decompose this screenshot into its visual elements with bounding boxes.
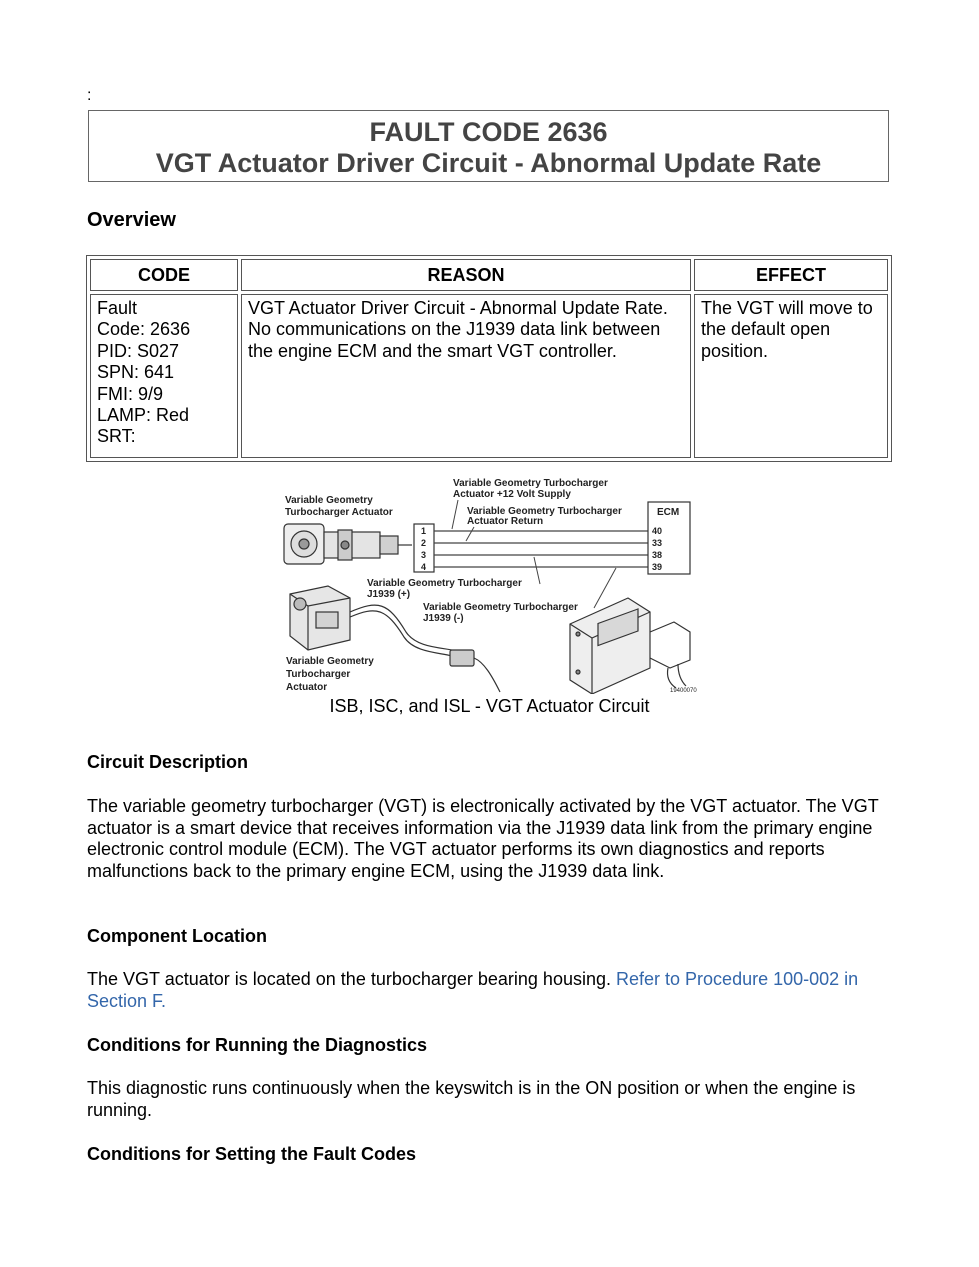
return-label-2: Actuator Return — [467, 516, 544, 527]
component-location-text: The VGT actuator is located on the turbocharger bearing housing. — [87, 969, 611, 989]
pin-left: 2 — [421, 538, 427, 548]
return-label-1: Variable Geometry Turbocharger — [467, 506, 622, 517]
j1939-minus-label-1: Variable Geometry Turbocharger — [423, 602, 578, 613]
conditions-setting-heading: Conditions for Setting the Fault Codes — [87, 1144, 416, 1164]
actuator-bottom-label-2: Turbocharger — [286, 669, 351, 680]
actuator-bottom-label-1: Variable Geometry — [286, 656, 374, 667]
j1939-minus-label-2: J1939 (-) — [423, 613, 464, 624]
pin-right: 38 — [652, 550, 663, 560]
code-line: Code: 2636 — [97, 319, 191, 340]
code-line: SRT: — [97, 426, 136, 447]
actuator-top-label-1: Variable Geometry — [285, 495, 373, 506]
code-line: SPN: 641 — [97, 362, 175, 383]
fault-overview-table — [86, 255, 892, 462]
fault-code-title: FAULT CODE 2636 — [369, 117, 608, 147]
code-line: FMI: 9/9 — [97, 383, 164, 404]
vgt-circuit-diagram — [278, 472, 698, 694]
circuit-description-text: The variable geometry turbocharger (VGT) is electronically activated by the VGT actuator. The VGT actuator is a smart device that receives information via the J1939 data link from the primary engine electronic control module (ECM). The VGT actuator performs its own diagnostics and reports malfunctions back to the primary engine ECM, using the J1939 data link. — [87, 796, 879, 881]
pin-left: 1 — [421, 526, 427, 536]
code-line: Fault — [97, 298, 138, 318]
code-line: LAMP: Red — [97, 405, 190, 426]
fault-title-box — [88, 110, 889, 182]
actuator-bottom-label-3: Actuator — [286, 682, 328, 693]
vgt-actuator-top-drawing — [284, 524, 412, 564]
pin-right: 39 — [652, 562, 663, 572]
j1939-plus-label-1: Variable Geometry Turbocharger — [367, 578, 522, 589]
code-cell — [90, 294, 238, 458]
pin-right: 33 — [652, 538, 663, 548]
supply-label-2: Actuator +12 Volt Supply — [453, 489, 571, 500]
table-header-row — [90, 259, 888, 291]
supply-label-1: Variable Geometry Turbocharger — [453, 478, 608, 489]
header-code: CODE — [90, 259, 238, 291]
j1939-plus-label-2: J1939 (+) — [367, 589, 411, 600]
component-location-heading: Component Location — [87, 926, 267, 946]
ecm-module-drawing — [570, 598, 690, 694]
conditions-running-text: This diagnostic runs continuously when the keyswitch is in the ON position or when the engine is running. — [87, 1078, 856, 1120]
pin-left: 3 — [421, 550, 427, 560]
figure-caption: ISB, ISC, and ISL - VGT Actuator Circuit — [329, 696, 650, 716]
fault-description-title: VGT Actuator Driver Circuit - Abnormal Update Rate — [155, 148, 822, 178]
effect-cell: The VGT will move to the default open position. — [694, 294, 888, 458]
overview-heading: Overview — [87, 209, 176, 231]
reason-cell: VGT Actuator Driver Circuit - Abnormal Update Rate. No communications on the J1939 data link between the engine ECM and the smart VGT controller. — [241, 294, 691, 458]
figure-reference-number: 19400070 — [670, 688, 697, 694]
header-effect: EFFECT — [694, 259, 888, 291]
procedure-link[interactable]: Refer to Procedure 100-002 in Section F. — [87, 969, 859, 1011]
component-location-paragraph — [87, 969, 892, 1012]
circuit-wires — [434, 531, 648, 567]
page-marker: : — [87, 87, 92, 104]
actuator-top-label-2: Turbocharger Actuator — [285, 507, 393, 518]
code-line: PID: S027 — [97, 340, 180, 361]
ecm-label: ECM — [657, 507, 680, 518]
pin-right: 40 — [652, 526, 663, 536]
pin-left: 4 — [421, 562, 427, 572]
circuit-description-heading: Circuit Description — [87, 752, 249, 772]
conditions-running-heading: Conditions for Running the Diagnostics — [87, 1035, 427, 1055]
table-row — [90, 294, 888, 458]
header-reason: REASON — [241, 259, 691, 291]
